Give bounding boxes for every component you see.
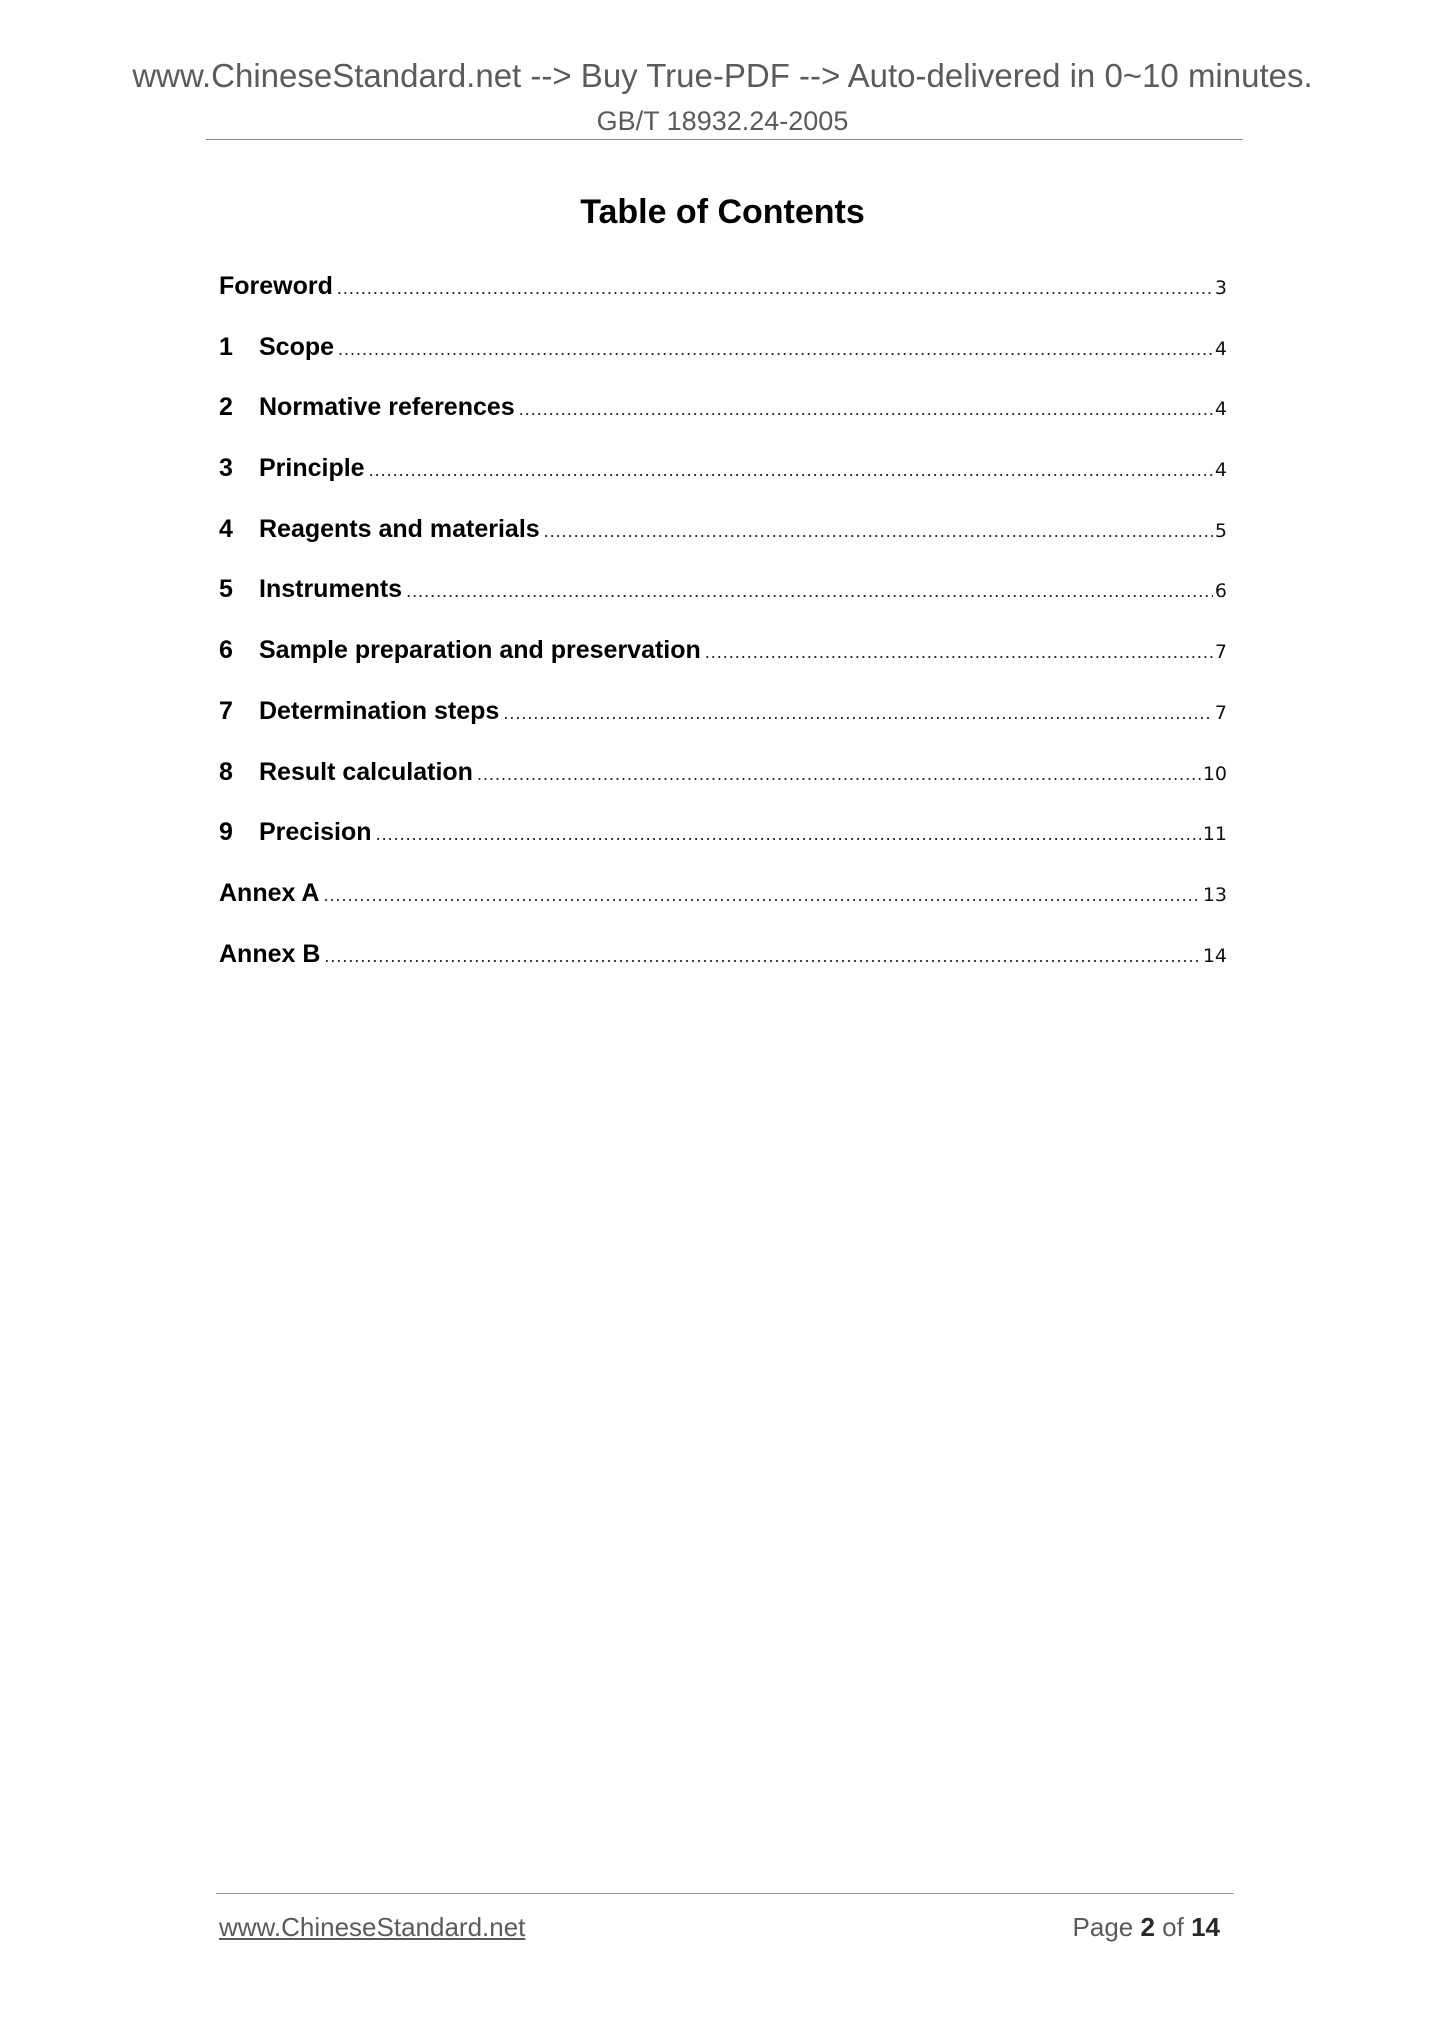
toc-entry-text: Annex B [219, 939, 321, 968]
toc-entry-number: 6 [219, 636, 233, 665]
page-number [1073, 1910, 1220, 1944]
toc-leader [369, 460, 1213, 481]
toc-entry-scope[interactable] [219, 333, 1227, 394]
toc-entry-precision[interactable] [219, 818, 1227, 879]
toc-entry-page: 5 [1214, 519, 1227, 542]
toc-entry-page: 10 [1202, 762, 1227, 785]
toc-entry-text: Sample preparation and preservation [259, 636, 701, 665]
toc-entry-page: 4 [1214, 459, 1227, 482]
toc-entry-reagents-and-materials[interactable] [219, 515, 1227, 576]
toc-entry-text: Result calculation [259, 757, 473, 786]
toc-leader [338, 339, 1213, 360]
toc-leader [323, 885, 1200, 906]
toc-entry-page: 3 [1214, 277, 1227, 299]
toc-leader [705, 642, 1213, 663]
page-separator: of [1154, 1912, 1192, 1942]
toc-leader [376, 824, 1201, 845]
page-prefix: Page [1072, 1912, 1141, 1942]
header-banner: www.ChineseStandard.net --> Buy True-PDF --> Auto-delivered in 0~10 minutes. [132, 57, 1313, 94]
toc-entry-number: 4 [219, 514, 233, 543]
header-divider [206, 139, 1243, 140]
toc-leader [477, 764, 1201, 785]
toc-entry-number: 2 [219, 393, 233, 422]
toc-entry-number: 7 [219, 696, 233, 725]
toc-entry-text: Reagents and materials [259, 514, 540, 543]
toc-entry-foreword[interactable] [219, 272, 1227, 333]
toc-entry-page: 7 [1214, 701, 1227, 724]
toc-entry-page: 13 [1202, 883, 1227, 906]
document-code: GB/T 18932.24-2005 [596, 106, 849, 136]
toc-entry-annex-a[interactable] [219, 879, 1227, 940]
toc-entry-page: 14 [1202, 944, 1227, 967]
toc-entry-text: Annex A [219, 878, 320, 907]
toc-entry-page: 6 [1214, 580, 1227, 603]
toc-entry-number: 1 [219, 332, 233, 361]
footer-website-link[interactable]: www.ChineseStandard.net [219, 1912, 526, 1942]
toc-entry-page: 11 [1202, 823, 1227, 846]
toc-leader [337, 278, 1213, 299]
toc-entry-page: 7 [1214, 641, 1227, 664]
toc-entry-determination-steps[interactable] [219, 697, 1227, 758]
toc-entry-text: Scope [259, 332, 335, 361]
toc-entry-text: Determination steps [259, 696, 500, 725]
toc-leader [544, 521, 1213, 542]
toc-entry-number: 8 [219, 757, 233, 786]
toc-entry-text: Foreword [219, 272, 333, 300]
toc-title: Table of Contents [580, 193, 865, 231]
page-current: 2 [1140, 1912, 1155, 1942]
toc-leader [503, 703, 1213, 724]
footer-divider [216, 1893, 1234, 1894]
page-total: 14 [1191, 1912, 1220, 1942]
toc-entry-number: 5 [219, 575, 233, 604]
toc-entry-number: 3 [219, 454, 233, 483]
toc-entry-normative-references[interactable] [219, 393, 1227, 454]
toc-leader [324, 946, 1200, 967]
toc-entry-principle[interactable] [219, 454, 1227, 515]
toc-entry-instruments[interactable] [219, 575, 1227, 636]
toc-entry-page: 4 [1214, 337, 1227, 360]
toc-entry-page: 4 [1214, 398, 1227, 421]
toc-entry-result-calculation[interactable] [219, 758, 1227, 819]
toc-leader [406, 581, 1213, 602]
toc-entry-text: Instruments [259, 575, 403, 604]
toc-entry-sample-preparation[interactable] [219, 636, 1227, 697]
toc-entry-annex-b[interactable] [219, 940, 1227, 1001]
toc-entry-text: Principle [259, 454, 365, 483]
toc-leader [519, 399, 1213, 420]
toc-entry-number: 9 [219, 818, 233, 847]
toc-entry-text: Normative references [259, 393, 515, 422]
toc-list [219, 272, 1227, 1000]
toc-entry-text: Precision [259, 818, 372, 847]
